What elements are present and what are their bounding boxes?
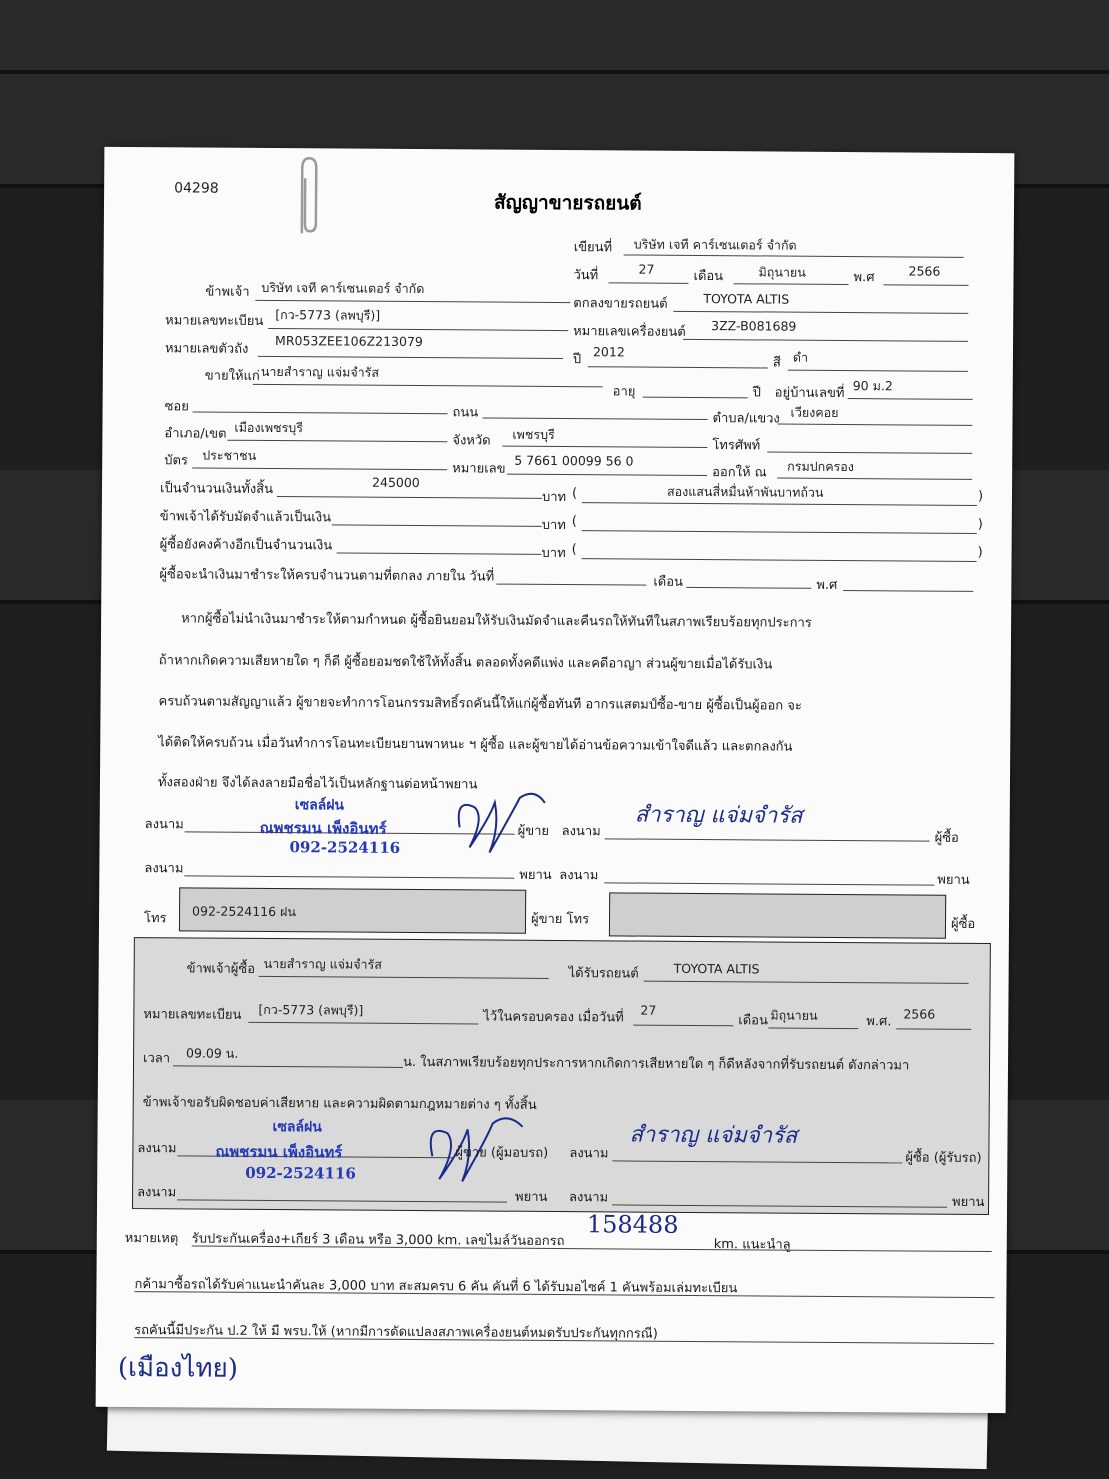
baht-label-3: บาท [541, 545, 566, 562]
seller-phone: 092-2524116 ฝน [192, 903, 297, 920]
receipt-month-label: เดือน [738, 1013, 768, 1029]
seller-name: บริษัท เจที คาร์เซนเตอร์ จำกัด [261, 279, 425, 297]
sign-label: ลงนาม [144, 861, 184, 877]
seller-stamp-phone: 092-2524116 [289, 838, 401, 857]
mileage: 158488 [586, 1210, 679, 1239]
receipt-buyer-name: นายสำราญ แจ่มจำรัส [263, 955, 382, 972]
total-words: สองแสนสี่หมื่นห้าพันบาทถ้วน [666, 483, 824, 500]
receipt-condition-text: น. ในสภาพเรียบร้อยทุกประการหากเกิดการเสียหายใด ๆ ก็ดีหลังจากที่รับรถยนต์ ดังกล่าวมา [402, 1054, 910, 1074]
receipt-month: มิถุนายน [770, 1007, 818, 1023]
receipt-plate: [กว-5773 (ลพบุรี)] [258, 1001, 364, 1018]
age-unit: ปี [752, 385, 762, 401]
sign-label: ลงนาม [569, 1190, 609, 1206]
receipt-received-label: ได้รับรถยนต์ [568, 966, 639, 982]
paperclip-icon [294, 153, 325, 243]
chassis-label: หมายเลขตัวถัง [164, 341, 249, 357]
receipt-buyer-signature: สำราญ แจ่มจำรัส [629, 1122, 798, 1149]
buyer-phone-box [609, 892, 946, 938]
month-label: เดือน [693, 268, 724, 285]
seller-tel-label: ผู้ขาย โทร [530, 911, 590, 928]
sign-label: ลงนาม [144, 817, 184, 833]
sign-label: ลงนาม [561, 824, 601, 840]
total-amount: 245000 [372, 474, 420, 491]
receipt-time: 09.09 น. [186, 1045, 239, 1061]
road-label: ถนน [452, 405, 479, 421]
seller-role: ผู้ขาย [517, 823, 550, 839]
plate-label: หมายเลขทะเบียน [165, 313, 264, 329]
terms-line: ได้ติดให้ครบถ้วน เมื่อวันทำการโอนทะเบียนยานพาหนะ ฯ ผู้ซื้อ และผู้ขายได้อ่านข้อความเข้าใจดีแล้ว และตกลงกัน [158, 735, 793, 755]
doc-number: 04298 [174, 180, 219, 197]
province-label: จังหวัด [452, 433, 491, 449]
engine-label: หมายเลขเครื่องยนต์ [573, 324, 686, 340]
receipt-stamp-name: เซลล์ฝน [272, 1119, 322, 1136]
age-label: อายุ [612, 384, 636, 400]
terms-line: ทั้งสองฝ่าย จึงได้ลงลายมือชื่อไว้เป็นหลักฐานต่อหน้าพยาน [157, 775, 478, 793]
contract-sheet: 04298 สัญญาขายรถยนต์ เขียนที่ บริษัท เจที คาร์เซนเตอร์ จำกัด วันที่ 27 เดือน มิถุนายน พ.ศ 2566 ข้าพเจ้า บริษัท เจที คาร์เซนเตอร์ จำกัด ตกลงขายรถยนต์ TOYOTA ALTIS หมายเลขทะเบียน [กว-5773 (ลพบุรี)] หมายเลขเครื่องยนต์ 3ZZ-B081689 หมายเลขตัวถัง MR053ZEE106Z213079 ปี 2012 สี ดำ ขายให้แก่ นายสำราญ แจ่มจำรัส อายุ ปี อยู่บ้านเลขที่ 90 ม.2 ซอย ถนน ตำบล/แขวง เวียงคอย อำเภอ/เขต เมืองเพชรบุรี จังหวัด เพชรบุรี โทรศัพท์ บัตร ประชาชน หมายเลข 5 7661 00099 56 0 ออกให้ ณ กรมปกครอง เป็นจำนวนเงินทั้งสิ้น 245000 บาท ( สองแสนสี่หมื่นห้าพันบาทถ้วน ) ข้าพเจ้าได้รับมัดจำแล้วเป็นเงิน บาท ( ) ผู้ซื้อยังคงค้างอีกเป็นจำนวนเงิน บาท ( ) ผู้ซื้อจะนำเงินมาชำระให้ครบจำนวนตามที่ตกลง ภายใน วันที่ เดือน พ.ศ หากผู้ซื้อไม่นำเงินมาชำระให้ตามกำหนด ผู้ซื้อยินยอมให้รับเงินมัดจำและคืนรถให้ทันทีในสภาพเรียบร้อยทุกประการ ถ้าหากเกิดความเสียหายใด ๆ ก็ดี ผู้ซื้อยอมชดใช้ให้ทั้งสิ้น ตลอดทั้งคดีแพ่ง และคดีอาญา ส่วนผู้ขายเมื่อได้รับเงิน ครบถ้วนตามสัญญาแล้ว ผู้ขายจะทำการโอนกรรมสิทธิ์รถคันนี้ให้แก่ผู้ซื้อทันที อากรแสตมป์ซื้อ-ขาย ผู้ซื้อเป็นผู้ออก จะ ได้ติดให้ครบถ้วน เมื่อวันทำการโอนทะเบียนยานพาหนะ ฯ ผู้ซื้อ และผู้ขายได้อ่านข้อความเข้าใจดีแล้ว และตกลงกัน ทั้งสองฝ่าย จึงได้ลงลายมือชื่อไว้เป็นหลักฐานต่อหน้าพยาน ลงนาม เซลล์ฝน ณพชรมน เพ็งอินทร์ 092-2524116 ผู้ขาย ลงนาม สำราญ แจ่มจำรัส ผู้ซื้อ ลงนาม พยาน ลงนาม พยาน โทร 092-2524116 ฝน ผู้ขาย โทร ผู้ซื้อ ข้าพเจ้าผู้ซื้อ นายสำราญ แจ่มจำรัส ได้รับรถยนต์ TOYOTA ALTIS หมายเลขทะเบียน [กว-5773 (ลพบุรี)] ไว้ในครอบครอง เมื่อวันที่ 27 เดือน มิถุนายน พ.ศ. 2566 เวลา 09.09 น. น. ในสภาพเรียบร้อยทุกประการหากเกิดการเสียหายใด ๆ ก็ดีหลังจากที่รับรถยนต์ ดังกล่าวมา ข้าพเจ้าขอรับผิดชอบค่าเสียหาย และความผิดตามกฎหมายต่าง ๆ ทั้งสิ้น ลงนาม เซลล์ฝน ณพชรมน เพ็งอินทร์ 092-2524116 ผู้ขาย (ผู้มอบรถ) ลงนาม สำราญ แจ่มจำรัส ผู้ซื้อ (ผู้รับรถ) ลงนาม พยาน ลงนาม พยาน หมายเหตุ รับประกันเครื่อง+เกียร์ 3 เดือน หรือ 3,000 km. เลขไมล์วันออกรถ 158488 km. แนะนำลู กค้ามาซื้อรถได้รับค่าแนะนำคันละ 3,000 บาท สะสมครบ 6 คัน คันที่ 6 ได้รับมอไซค์ 1 คันพร้อมเล่มทะเบียน รถคันนี้มีประกัน ป.2 ให้ มี พรบ.ให้ (หากมีการดัดแปลงสภาพเครื่องยนต์หมดรับประกันทุกกรณี) (เมืองไทย) [96, 147, 1015, 1413]
witness-role: พยาน [952, 1194, 985, 1211]
receipt-seller-role: ผู้ขาย (ผู้มอบรถ) [455, 1145, 549, 1161]
remaining-label: ผู้ซื้อยังคงค้างอีกเป็นจำนวนเงิน [159, 537, 333, 554]
note-line-2: กค้ามาซื้อรถได้รับค่าแนะนำคันละ 3,000 บาท สะสมครบ 6 คัน คันที่ 6 ได้รับมอไซค์ 1 คันพร้อมเล่มทะเบียน [134, 1277, 738, 1297]
date-label: วันที่ [573, 268, 599, 284]
terms-line: หากผู้ซื้อไม่นำเงินมาชำระให้ตามกำหนด ผู้ซื้อยินยอมให้รับเงินมัดจำและคืนรถให้ทันทีในสภาพเรียบร้อยทุกประการ [181, 611, 812, 631]
receipt-responsibility-text: ข้าพเจ้าขอรับผิดชอบค่าเสียหาย และความผิดตามกฎหมายต่าง ๆ ทั้งสิ้น [142, 1095, 537, 1113]
receipt-time-label: เวลา [142, 1051, 171, 1067]
agree-sell-label: ตกลงขายรถยนต์ [573, 296, 668, 312]
sign-label: ลงนาม [137, 1141, 177, 1157]
witness-role: พยาน [937, 872, 970, 888]
chassis-number: MR053ZEE106Z213079 [275, 333, 423, 350]
sign-label: ลงนาม [559, 868, 599, 884]
receipt-stamp-fullname: ณพชรมน เพ็งอินทร์ [215, 1142, 343, 1162]
receipt-year: 2566 [903, 1006, 936, 1022]
deposit-label: ข้าพเจ้าได้รับมัดจำแล้วเป็นเงิน [159, 509, 332, 526]
soi-label: ซอย [164, 399, 189, 415]
handwritten-note: (เมืองไทย) [117, 1352, 239, 1384]
receipt-day: 27 [640, 1002, 657, 1018]
tel-label: โทร [143, 911, 167, 927]
buyer-role: ผู้ซื้อ [950, 916, 976, 932]
witness-role: พยาน [519, 867, 552, 883]
car-color: ดำ [792, 349, 809, 365]
buyer-role: ผู้ซื้อ [934, 830, 959, 846]
receipt-stamp-phone: 092-2524116 [245, 1163, 356, 1183]
buyer-name: นายสำราญ แจ่มจำรัส [260, 363, 380, 380]
district: เมืองเพชรบุรี [234, 419, 303, 436]
note-line-1: รับประกันเครื่อง+เกียร์ 3 เดือน หรือ 3,000 km. เลขไมล์วันออกรถ [191, 1231, 565, 1250]
phone-label: โทรศัพท์ [712, 438, 761, 454]
baht-label: บาท [541, 489, 567, 506]
issued-label: ออกให้ ณ [712, 465, 767, 481]
engine-number: 3ZZ-B081689 [711, 318, 797, 334]
id-number: 5 7661 00099 56 0 [514, 452, 634, 469]
receipt-year-label: พ.ศ. [866, 1014, 892, 1030]
receipt-buyer-label: ข้าพเจ้าผู้ซื้อ [186, 961, 256, 977]
paydate-label: ผู้ซื้อจะนำเงินมาชำระให้ครบจำนวนตามที่ตกลง ภายใน วันที่ [159, 567, 495, 585]
card-label: บัตร [164, 453, 188, 469]
paydate-year-label: พ.ศ [816, 577, 838, 593]
sign-label: ลงนาม [569, 1146, 609, 1162]
total-label: เป็นจำนวนเงินทั้งสิ้น [159, 481, 274, 498]
baht-label-2: บาท [541, 517, 566, 534]
house-label: อยู่บ้านเลขที่ [774, 385, 845, 402]
i-label: ข้าพเจ้า [205, 284, 250, 300]
district-label: อำเภอ/เขต [164, 426, 227, 442]
note-line-3: รถคันนี้มีประกัน ป.2 ให้ มี พรบ.ให้ (หากมีการดัดแปลงสภาพเครื่องยนต์หมดรับประกันทุกกรณี) [134, 1323, 658, 1342]
receipt-buyer-role: ผู้ซื้อ (ผู้รับรถ) [905, 1150, 982, 1166]
witness-role: พยาน [515, 1189, 548, 1205]
date-day: 27 [638, 261, 655, 277]
id-label: หมายเลข [452, 461, 506, 477]
wood-plank [0, 0, 1109, 74]
terms-line: ถ้าหากเกิดความเสียหายใด ๆ ก็ดี ผู้ซื้อยอมชดใช้ให้ทั้งสิ้น ตลอดทั้งคดีแพ่ง และคดีอาญา ส่วนผู้ขายเมื่อได้รับเงิน [158, 653, 773, 673]
seller-stamp-fullname: ณพชรมน เพ็งอินทร์ [259, 818, 387, 838]
car-year: 2012 [592, 344, 625, 360]
seller-stamp-name: เซลล์ฝน [294, 797, 345, 814]
house-number: 90 ม.2 [852, 378, 893, 394]
card-type: ประชาชน [202, 447, 257, 463]
plate-number: [กว-5773 (ลพบุรี)] [275, 307, 381, 323]
receipt-plate-label: หมายเลขทะเบียน [143, 1007, 242, 1023]
car-year-label: ปี [572, 352, 582, 368]
written-at: บริษัท เจที คาร์เซนเตอร์ จำกัด [633, 236, 797, 253]
seller-phone-box [179, 887, 526, 933]
terms-line: ครบถ้วนตามสัญญาแล้ว ผู้ขายจะทำการโอนกรรมสิทธิ์รถคันนี้ให้แก่ผู้ซื้อทันที อากรแสตมป์ซื้อ-ขาย ผู้ซื้อเป็นผู้ออก จะ [158, 694, 802, 714]
written-at-label: เขียนที่ [573, 240, 613, 256]
note-label: หมายเหตุ [124, 1231, 179, 1247]
paydate-month-label: เดือน [653, 574, 684, 590]
province: เพชรบุรี [512, 426, 555, 442]
sell-to-label: ขายให้แก่ [204, 368, 260, 384]
issued-by: กรมปกครอง [787, 458, 854, 475]
km-label: km. แนะนำลู [713, 1237, 791, 1253]
receipt-possession-label: ไว้ในครอบครอง เมื่อวันที่ [483, 1009, 624, 1026]
color-label: สี [772, 355, 781, 371]
buyer-signature: สำราญ แจ่มจำรัส [634, 802, 803, 829]
date-month: มิถุนายน [758, 264, 806, 280]
sign-label: ลงนาม [137, 1185, 177, 1201]
receipt-car-model: TOYOTA ALTIS [673, 960, 760, 977]
year-label: พ.ศ [853, 270, 875, 286]
subdistrict-label: ตำบล/แขวง [712, 411, 780, 427]
car-model: TOYOTA ALTIS [703, 291, 790, 307]
subdistrict: เวียงคอย [790, 404, 839, 420]
page-title: สัญญาขายรถยนต์ [493, 191, 642, 215]
date-year: 2566 [908, 263, 941, 279]
